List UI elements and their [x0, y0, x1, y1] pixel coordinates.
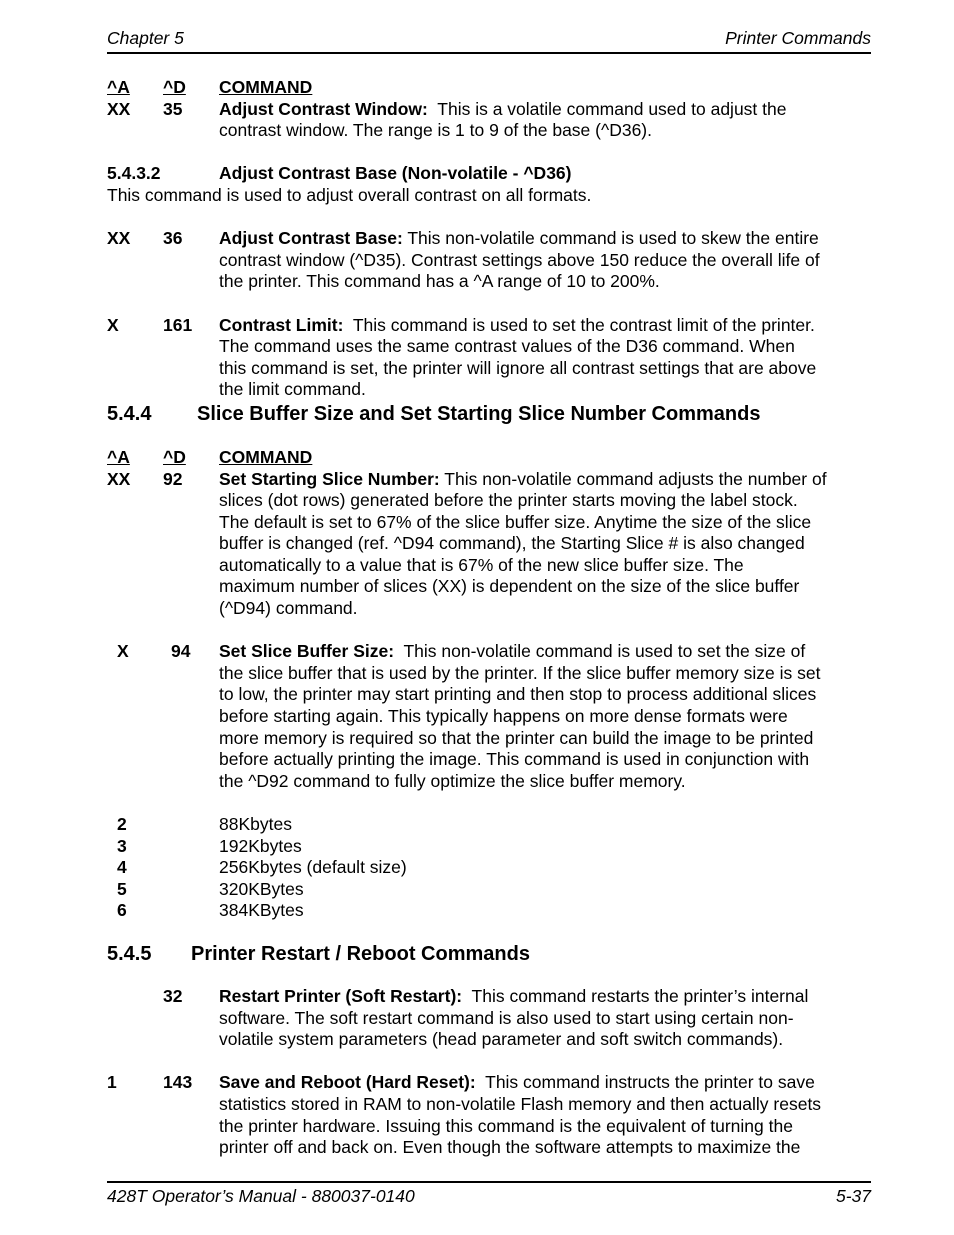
description-line: This non-volatile command is used to set the size of	[394, 641, 806, 662]
caret-d-value: 92	[163, 468, 183, 489]
command-row-d32	[107, 986, 871, 1051]
description-line: volatile system parameters (head parameter and soft switch commands).	[219, 1029, 784, 1050]
section-title: Printer Restart / Reboot Commands	[191, 942, 530, 965]
command-name: Set Starting Slice Number:	[219, 468, 440, 489]
option-key: 2	[117, 814, 127, 834]
description-line: contrast window. The range is 1 to 9 of the base (^D36).	[219, 120, 652, 141]
description-line: (^D94) command.	[219, 598, 358, 619]
column-headers	[107, 447, 871, 469]
description-line: This command instructs the printer to save	[475, 1072, 815, 1093]
description-line: the ^D92 command to fully optimize the slice buffer memory.	[219, 770, 686, 791]
command-description	[219, 641, 871, 792]
option-key: 3	[117, 835, 127, 856]
col-header-d: ^D	[163, 446, 186, 467]
caret-a-value: XX	[107, 468, 131, 489]
option-row	[107, 836, 871, 858]
subsection-description: This command is used to adjust overall contrast on all formats.	[107, 184, 592, 205]
caret-d-value: 94	[171, 641, 191, 662]
page-footer	[107, 1181, 871, 1209]
subsection-title: Adjust Contrast Base (Non-volatile - ^D36)	[219, 163, 572, 184]
caret-a-value: XX	[107, 98, 131, 119]
page-header	[107, 28, 871, 54]
col-header-d: ^D	[163, 77, 186, 97]
command-name: Contrast Limit:	[219, 314, 344, 335]
description-line: This command is used to set the contrast limit of the printer.	[343, 314, 815, 335]
command-row-d35	[107, 99, 871, 142]
command-row-d36	[107, 228, 871, 293]
description-line: The command uses the same contrast values of the D36 command. When	[219, 336, 795, 357]
command-row-d143	[107, 1072, 871, 1158]
option-row	[107, 857, 871, 879]
command-name: Restart Printer (Soft Restart):	[219, 985, 463, 1006]
description-line: buffer is changed (ref. ^D94 command), the Starting Slice # is also changed	[219, 533, 805, 554]
section-label: Printer Commands	[725, 28, 871, 48]
option-value: 384KBytes	[219, 900, 304, 921]
description-line: printer off and back on. Even though the software attempts to maximize the	[219, 1137, 801, 1158]
chapter-label: Chapter 5	[107, 28, 184, 48]
section-title: Slice Buffer Size and Set Starting Slice Number Commands	[197, 402, 761, 425]
option-key: 4	[117, 857, 127, 878]
description-line: This is a volatile command used to adjust the	[427, 98, 787, 119]
page-content	[107, 77, 871, 1159]
subsection-number: 5.4.3.2	[107, 163, 161, 184]
command-row-d92	[107, 469, 871, 620]
option-value: 320KBytes	[219, 878, 304, 899]
manual-title: 428T Operator’s Manual - 880037-0140	[107, 1186, 415, 1206]
command-description	[219, 99, 871, 142]
description-line: before starting again. This typically happens on more dense formats were	[219, 706, 788, 727]
description-line: the printer hardware. Issuing this command is the equivalent of turning the	[219, 1115, 793, 1136]
description-line: This non-volatile command is used to skew the entire	[402, 228, 819, 249]
command-row-d161	[107, 315, 871, 401]
caret-a-value: XX	[107, 228, 131, 249]
section-number: 5.4.4	[107, 402, 152, 425]
command-name: Adjust Contrast Base:	[219, 228, 403, 249]
section-heading-544	[107, 402, 871, 426]
description-line: the limit command.	[219, 379, 366, 400]
command-description	[219, 228, 871, 293]
description-line: the printer. This command has a ^A range of 10 to 200%.	[219, 271, 660, 292]
caret-d-value: 32	[163, 985, 183, 1006]
description-line: more memory is required so that the printer can build the image to be printed	[219, 727, 814, 748]
col-header-a: ^A	[107, 77, 130, 97]
command-description	[219, 1072, 871, 1158]
col-header-command: COMMAND	[219, 446, 313, 467]
col-header-a: ^A	[107, 446, 130, 467]
column-headers	[107, 77, 871, 99]
section-heading-545	[107, 942, 871, 966]
option-key: 6	[117, 900, 127, 921]
subsection-heading-5432	[107, 163, 871, 185]
description-line: this command is set, the printer will ignore all contrast settings that are above	[219, 357, 817, 378]
option-value: 192Kbytes	[219, 835, 302, 856]
command-name: Save and Reboot (Hard Reset):	[219, 1072, 476, 1093]
caret-d-value: 161	[163, 314, 193, 335]
description-line: before actually printing the image. This command is used in conjunction with	[219, 749, 810, 770]
description-line: This non-volatile command adjusts the number of	[439, 468, 827, 489]
description-line: contrast window (^D35). Contrast settings above 150 reduce the overall life of	[219, 249, 820, 270]
description-line: maximum number of slices (XX) is dependent on the size of the slice buffer	[219, 576, 800, 597]
command-name: Set Slice Buffer Size:	[219, 641, 395, 662]
caret-a-value: X	[117, 641, 129, 662]
section-number: 5.4.5	[107, 942, 152, 965]
command-name: Adjust Contrast Window:	[219, 98, 428, 119]
option-value: 256Kbytes (default size)	[219, 857, 407, 878]
caret-a-value: X	[107, 314, 119, 335]
caret-a-value: 1	[107, 1072, 117, 1093]
caret-d-value: 143	[163, 1072, 193, 1093]
caret-d-value: 35	[163, 98, 183, 119]
description-line: to low, the printer may start printing and then stop to process additional slices	[219, 684, 817, 705]
command-description	[219, 315, 871, 401]
option-row	[107, 814, 871, 836]
description-line: statistics stored in RAM to non-volatile Flash memory and then actually resets	[219, 1093, 822, 1114]
caret-d-value: 36	[163, 228, 183, 249]
command-description	[219, 986, 871, 1051]
caret-a-value	[107, 986, 163, 1051]
command-description	[219, 469, 871, 620]
option-key: 5	[117, 878, 127, 899]
col-header-command: COMMAND	[219, 77, 313, 97]
description-line: This command restarts the printer’s internal	[462, 985, 809, 1006]
description-line: slices (dot rows) generated before the printer starts moving the label stock.	[219, 490, 798, 511]
description-line: the slice buffer that is used by the printer. If the slice buffer memory size is set	[219, 662, 821, 683]
command-row-d94	[107, 641, 871, 792]
description-line: The default is set to 67% of the slice buffer size. Anytime the size of the slice	[219, 511, 812, 532]
description-line: software. The soft restart command is also used to start using certain non-	[219, 1007, 794, 1028]
option-value: 88Kbytes	[219, 814, 292, 834]
description-line: automatically to a value that is 67% of the new slice buffer size. The	[219, 554, 744, 575]
page-number: 5-37	[835, 1186, 871, 1206]
option-row	[107, 900, 871, 922]
option-row	[107, 879, 871, 901]
